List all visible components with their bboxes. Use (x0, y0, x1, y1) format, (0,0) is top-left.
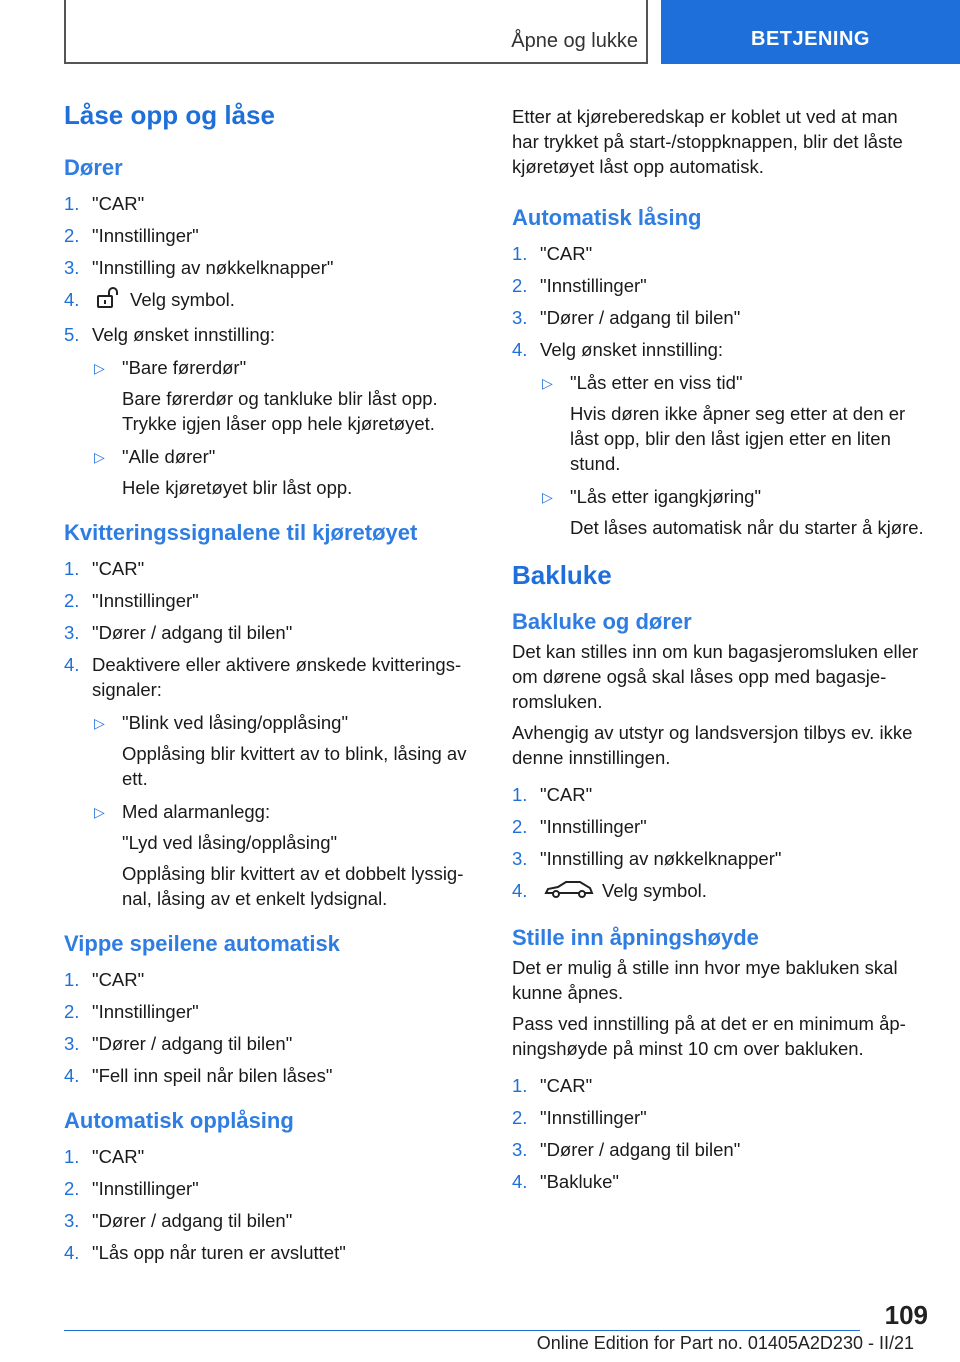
paragraph: Avhengig av utstyr og landsversjon tilbys ev. ikke denne innstillingen. (512, 722, 913, 768)
list-item: 5. Velg ønsket innstilling: ▷ "Bare førerdør" Bare førerdør og tankluke blir låst opp. Trykke igjen låser opp hele kjøretøyet. ▷ "Alle dører" Hele kjøretøyet blir låst opp. (64, 322, 480, 500)
triangle-bullet-icon: ▷ (94, 804, 105, 821)
list-number: 4. (64, 289, 80, 310)
header-section-title: Åpne og lukke (511, 30, 638, 52)
list-item: 4. "Lås opp når turen er avsluttet" (64, 1242, 346, 1264)
list-number: 1. (64, 193, 80, 214)
heading-ack-signals: Kvitteringssignalene til kjøretøyet (64, 520, 418, 546)
list-doors (64, 191, 480, 500)
sub-item: ▷ "Bare førerdør" Bare førerdør og tankluke blir låst opp. Trykke igjen låser opp hele kjøretøyet. (94, 357, 438, 435)
list-item: 4. Velg symbol. (512, 878, 928, 905)
sub-item: ▷ "Lås etter en viss tid" Hvis døren ikke åpner seg etter at den er låst opp, blir den låst igjen etter en liten stund. (542, 372, 906, 474)
heading-tailgate-doors: Bakluke og dører (512, 609, 692, 634)
triangle-bullet-icon: ▷ (94, 449, 105, 466)
list-item: 1. "CAR" (64, 558, 145, 580)
intro-paragraph: Etter at kjøreberedskap er koblet ut ved at man har trykket på start-/stoppknappen, blir det låste kjøretøyet låst opp automatisk. (512, 106, 903, 177)
list-auto-lock (512, 241, 928, 540)
list-number: 5. (64, 324, 80, 346)
sub-item: ▷ Med alarmanlegg: "Lyd ved låsing/opplåsing" Opplåsing blir kvittert av et dobbelt lyssignal, låsing av et enkelt lydsignal. (94, 801, 464, 910)
list-tailgate (512, 782, 928, 905)
list-auto-unlock (64, 1144, 480, 1265)
heading-auto-lock: Automatisk låsing (512, 205, 702, 230)
list-item: 1. "CAR" (64, 193, 145, 214)
footer-edition: Online Edition for Part no. 01405A2D230 - II/21 (536, 1333, 914, 1353)
list-opening-height (512, 1073, 928, 1194)
page-number: 109 (884, 1300, 928, 1330)
triangle-bullet-icon: ▷ (542, 375, 553, 391)
list-item: 3. "Innstilling av nøkkelknapper" (64, 257, 334, 278)
list-item: 3. "Dører / adgang til bilen" (512, 307, 741, 328)
heading-auto-unlock: Automatisk opplåsing (64, 1108, 294, 1134)
list-item: 2. "Innstillinger" (64, 1178, 199, 1200)
paragraph: Det er mulig å stille inn hvor mye bakluken skal kunne åpnes. (512, 957, 898, 1004)
footer-divider (64, 1330, 860, 1331)
list-item: 2. "Innstillinger" (64, 225, 199, 246)
heading-opening-height: Stille inn åpningshøyde (512, 925, 759, 951)
list-mirrors (64, 967, 480, 1088)
sub-item: ▷ "Blink ved låsing/opplåsing" Opplåsing blir kvittert av to blink, låsing av ett. (94, 712, 467, 790)
list-item: 1. "CAR" (64, 1146, 145, 1168)
list-item: 2. "Innstillinger" (512, 816, 647, 837)
list-item: 1. "CAR" (512, 784, 593, 805)
list-item: 3. "Dører / adgang til bilen" (64, 1210, 293, 1232)
heading-doors: Dører (64, 155, 123, 180)
list-item: 3. "Dører / adgang til bilen" (64, 1033, 293, 1055)
sub-item: ▷ "Alle dører" Hele kjøretøyet blir låst opp. (94, 446, 353, 499)
unlock-icon (96, 287, 122, 315)
list-item: 1. "CAR" (512, 1075, 593, 1097)
list-item: 1. "CAR" (64, 969, 145, 991)
list-item: 3. "Innstilling av nøkkelknapper" (512, 848, 782, 869)
section-title-lock: Låse opp og låse (64, 100, 275, 130)
list-item: 3. "Dører / adgang til bilen" (64, 622, 293, 644)
list-item: 3. "Dører / adgang til bilen" (512, 1139, 741, 1161)
paragraph: Pass ved innstilling på at det er en minimum åpningshøyde på minst 10 cm over bakluken. (512, 1013, 906, 1060)
list-item: 4. "Bakluke" (512, 1171, 619, 1193)
right-column (512, 104, 928, 1214)
triangle-bullet-icon: ▷ (94, 715, 105, 732)
list-item: 2. "Innstillinger" (512, 275, 647, 296)
list-item: 2. "Innstillinger" (64, 1001, 199, 1023)
list-item: 4. "Fell inn speil når bilen låses" (64, 1065, 333, 1087)
left-column (64, 100, 480, 1285)
list-item: 4. Deaktivere eller aktivere ønskede kvitteringssignaler: ▷ "Blink ved låsing/opplåsing" Opplåsing blir kvittert av to blink, låsing av ett. ▷ Med alarmanlegg: "Lyd ved låsing/opplåsing" Opplåsing blir kvittert av et dobbelt lyssignal, låsing av et enkelt lydsignal. (64, 652, 480, 911)
list-item: 4. Velg ønsket innstilling: ▷ "Lås etter en viss tid" Hvis døren ikke åpner seg etter at den er låst opp, blir den låst igjen etter en liten stund. ▷ "Lås etter igangkjøring" Det låses automatisk når du starter å kjøre. (512, 337, 928, 540)
paragraph: Det kan stilles inn om kun bagasjeromsluken eller om dørene også skal låses opp med bagasjeromsluken. (512, 641, 919, 712)
header-chapter-tab[interactable]: BETJENING (661, 0, 960, 64)
list-item: 1. "CAR" (512, 243, 593, 264)
list-ack (64, 556, 480, 911)
list-item: 4. Velg symbol. (64, 287, 480, 315)
section-title-tailgate: Bakluke (512, 560, 612, 590)
car-tailgate-icon (544, 879, 594, 905)
triangle-bullet-icon: ▷ (542, 489, 553, 505)
list-item: 2. "Innstillinger" (64, 590, 199, 612)
sub-item: ▷ "Lås etter igangkjøring" Det låses automatisk når du starter å kjøre. (542, 486, 924, 538)
list-item: 2. "Innstillinger" (512, 1107, 647, 1129)
list-number: 2. (64, 225, 80, 246)
heading-mirrors: Vippe speilene automatisk (64, 931, 340, 957)
triangle-bullet-icon: ▷ (94, 360, 105, 377)
list-number: 3. (64, 257, 80, 278)
